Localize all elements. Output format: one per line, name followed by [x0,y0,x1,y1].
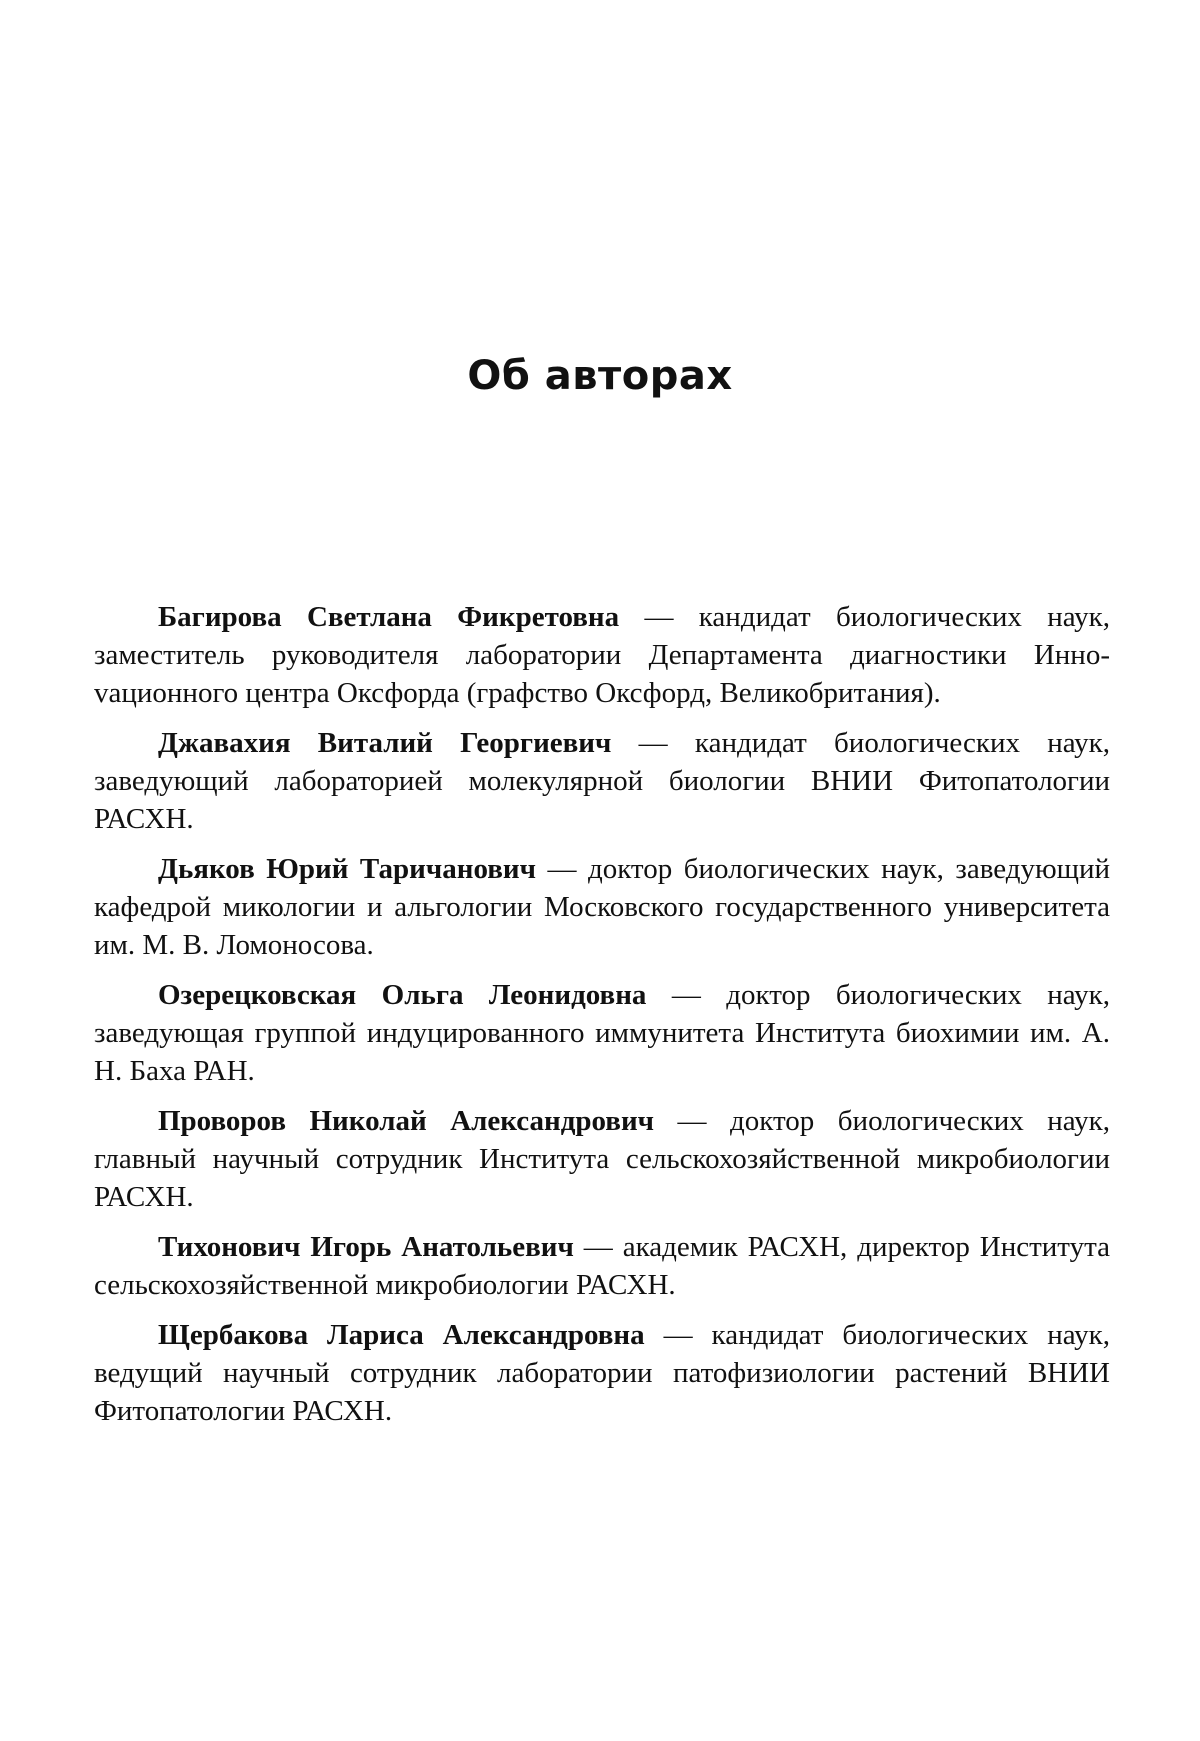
author-description: — кандидат биологических наук, заместитель руководителя лаборатории Департамента диагностики Инноvационного центра Оксфорда (графство Оксфорд, Великобритания). [94,601,1111,709]
author-name: Щербакова Лариса Александровна [158,1319,645,1351]
author-description: — кандидат биологических наук, ведущий научный сотрудник лаборатории патофизиологии растений ВНИИ Фитопатологии РАСХН. [94,1319,1110,1427]
author-name: Озерецковская Ольга Леонидовна [158,979,647,1011]
author-name: Дьяков Юрий Таричанович [158,853,536,885]
author-entry [94,1228,1110,1304]
author-name: Багирова Светлана Фикретовна [158,601,620,633]
authors-list [94,598,1110,1442]
author-entry [94,724,1110,838]
author-description: — кандидат биологических наук, заведующий лабораторией молекулярной биологии ВНИИ Фитопатологии РАСХН. [94,727,1111,835]
author-description: — академик РАСХН, директор Института сельскохозяйственной микробиологии РАСХН. [94,1231,1110,1301]
author-name: Джавахия Виталий Георгиевич [158,727,612,759]
author-entry [94,1316,1110,1430]
author-entry [94,598,1110,712]
author-entry [94,850,1110,964]
author-entry [94,1102,1110,1216]
author-name: Тихонович Игорь Анатольевич [158,1231,574,1263]
author-description: — доктор биологических наук, заведующая группой индуцированного иммунитета Института биохимии им. А. Н. Баха РАН. [94,979,1111,1087]
author-entry [94,976,1110,1090]
author-name: Проворов Николай Александрович [158,1105,655,1137]
author-description: — доктор биологических наук, заведующий кафедрой микологии и альгологии Московского государственного университета им. М. В. Ломоносова. [94,853,1111,961]
page-title: Об авторах [467,353,733,399]
author-description: — доктор биологических наук, главный научный сотрудник Института сельскохозяйственной микробиологии РАСХН. [94,1105,1111,1213]
